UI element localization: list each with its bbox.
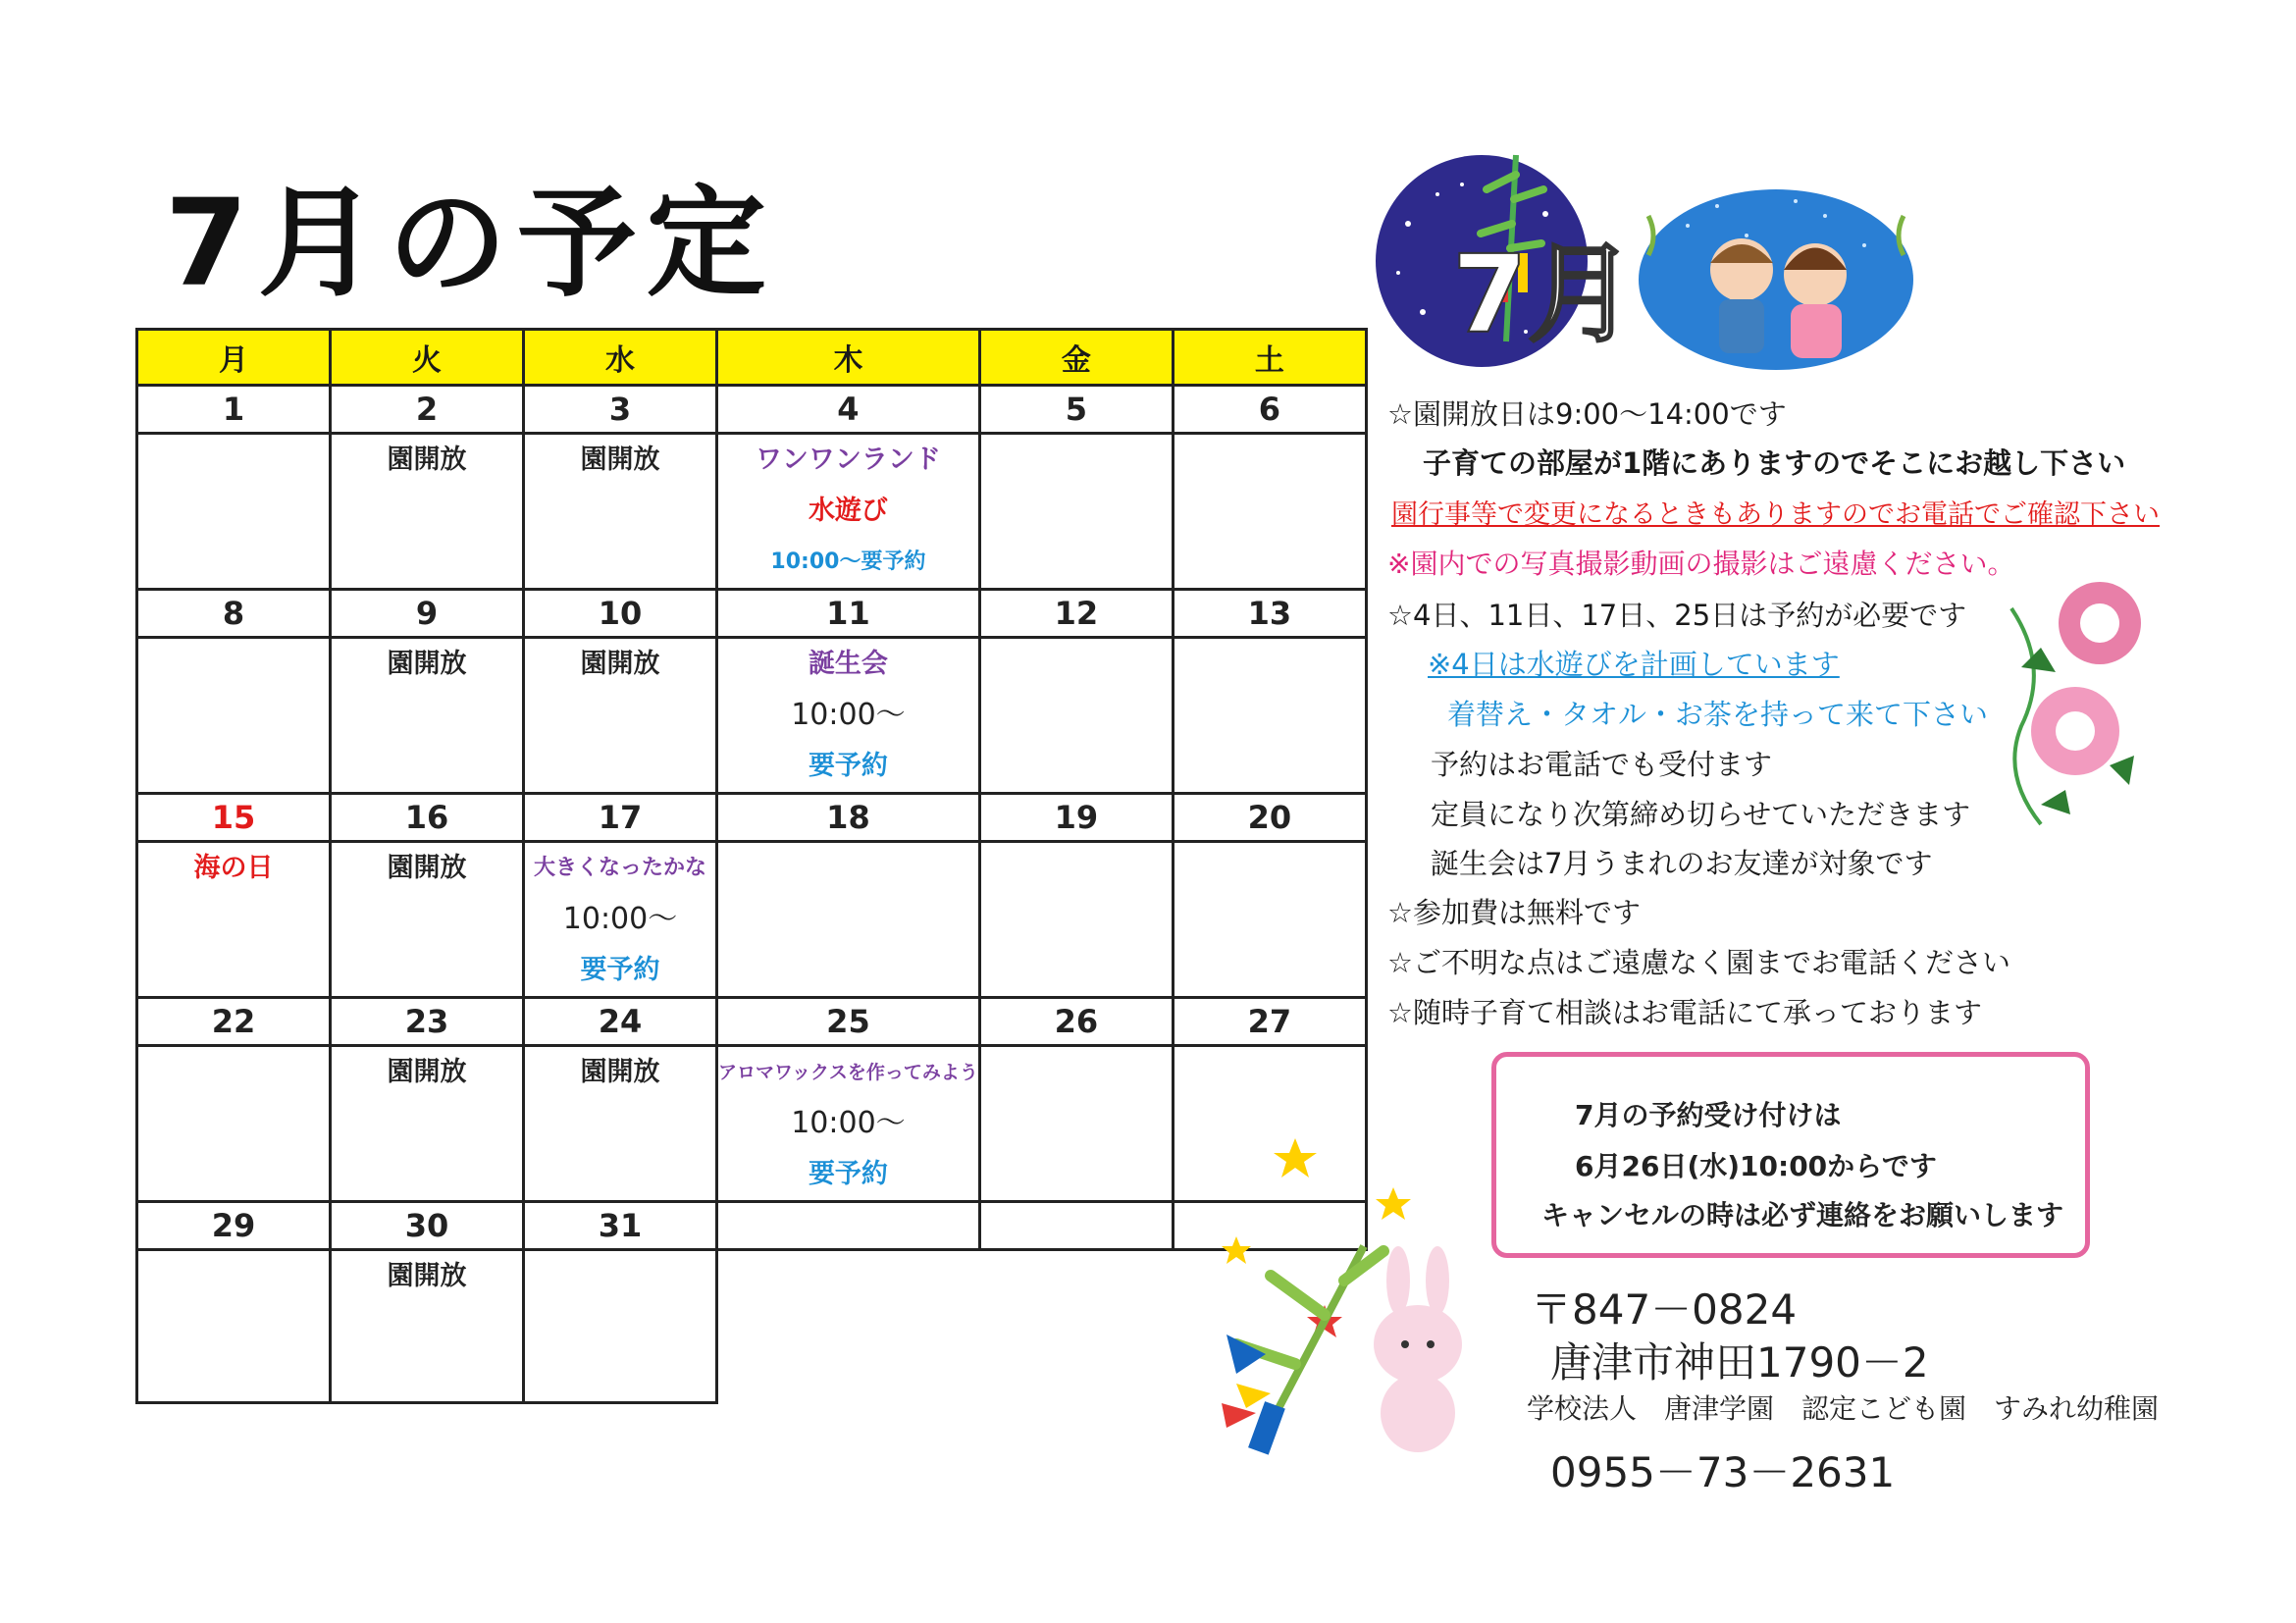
- info-photo-notice: ※園内での写真撮影動画の撮影はご遠慮ください。: [1387, 548, 2015, 580]
- date-number-cell: 18: [717, 794, 980, 842]
- date-number-cell: 27: [1173, 998, 1366, 1046]
- date-number-cell: 2: [331, 386, 524, 434]
- event-label: 園開放: [387, 853, 467, 883]
- info-fee: ☆参加費は無料です: [1387, 896, 1641, 929]
- notice-line-3: キャンセルの時は必ず連絡をお願いします: [1541, 1199, 2064, 1231]
- event-label: 園開放: [387, 1057, 467, 1087]
- info-room-location: 子育ての部屋が1階にありますのでそこにお越し下さい: [1423, 446, 2126, 480]
- date-number-cell: 29: [137, 1202, 331, 1250]
- tanabata-rabbit-illustration-icon: [1177, 1109, 1501, 1462]
- date-number-cell: 26: [979, 998, 1173, 1046]
- event-label: 誕生会: [808, 649, 888, 679]
- info-change-notice: 園行事等で変更になるときもありますのでお電話でご確認下さい: [1391, 499, 2160, 530]
- info-reservation-days: ☆4日、11日、17日、25日は予約が必要です: [1387, 599, 1967, 632]
- weekday-header-row: [137, 330, 1367, 386]
- day-events-cell: [1173, 842, 1366, 998]
- date-number-cell: 12: [979, 590, 1173, 638]
- weekday-header-3: 木: [717, 330, 980, 386]
- week-date-row: [137, 998, 1367, 1046]
- reservation-notice-scroll: [1491, 1052, 2090, 1258]
- notice-line-1: 7月の予約受け付けは: [1575, 1099, 1842, 1131]
- date-number-cell: 1: [137, 386, 331, 434]
- event-label: 園開放: [387, 1261, 467, 1291]
- day-events-cell: [717, 1250, 980, 1403]
- event-label: 10:00～: [562, 902, 678, 936]
- event-label: 園開放: [580, 1057, 660, 1087]
- week-event-row: [137, 842, 1367, 998]
- phone-number: 0955－73－2631: [1550, 1448, 1896, 1496]
- week-event-row: [137, 434, 1367, 590]
- info-water-play: ※4日は水遊びを計画しています: [1428, 648, 1840, 681]
- date-number-cell: 10: [524, 590, 717, 638]
- event-label: 園開放: [580, 649, 660, 679]
- day-events-cell: [717, 842, 980, 998]
- day-events-cell: [979, 1250, 1173, 1403]
- street-address: 唐津市神田1790－2: [1550, 1338, 1929, 1387]
- day-events-cell: [331, 1250, 524, 1403]
- event-label: 要予約: [808, 751, 888, 781]
- info-phone-reservation: 予約はお電話でも受付ます: [1431, 748, 1773, 781]
- day-events-cell: [137, 842, 331, 998]
- event-label: 園開放: [387, 445, 467, 475]
- date-number-cell: 6: [1173, 386, 1366, 434]
- orihime-hikoboshi-illustration-icon: [1629, 177, 1923, 373]
- day-events-cell: [717, 1046, 980, 1202]
- day-events-cell: [524, 1046, 717, 1202]
- date-number-cell: 4: [717, 386, 980, 434]
- event-label: 大きくなったかな: [533, 856, 706, 880]
- date-number-cell: 17: [524, 794, 717, 842]
- event-label: 10:00～要予約: [770, 550, 926, 574]
- day-events-cell: [331, 638, 524, 794]
- weekday-header-2: 水: [524, 330, 717, 386]
- day-events-cell: [331, 842, 524, 998]
- badge-text: 7月: [1452, 232, 1636, 357]
- tanabata-july-badge-icon: [1369, 145, 1636, 371]
- day-events-cell: [1173, 638, 1366, 794]
- date-number-cell: 5: [979, 386, 1173, 434]
- event-label: 海の日: [193, 853, 274, 883]
- postal-code: 〒847－0824: [1531, 1285, 1798, 1334]
- date-number-cell: 20: [1173, 794, 1366, 842]
- school-name: 学校法人 唐津学園 認定こども園 すみれ幼稚園: [1527, 1392, 2160, 1425]
- morning-glory-icon: [1982, 569, 2159, 844]
- weekday-header-5: 土: [1173, 330, 1366, 386]
- info-consultation: ☆随時子育て相談はお電話にて承っております: [1387, 996, 1982, 1029]
- weekday-header-1: 火: [331, 330, 524, 386]
- day-events-cell: [524, 842, 717, 998]
- info-capacity: 定員になり次第締め切らせていただきます: [1431, 798, 1971, 831]
- event-label: アロマワックスを作ってみよう: [718, 1062, 978, 1083]
- date-number-cell: [979, 1202, 1173, 1250]
- week-date-row: [137, 386, 1367, 434]
- week-date-row: [137, 590, 1367, 638]
- weekday-header-0: 月: [137, 330, 331, 386]
- event-label: 要予約: [808, 1159, 888, 1189]
- day-events-cell: [137, 638, 331, 794]
- date-number-cell: 8: [137, 590, 331, 638]
- day-events-cell: [979, 434, 1173, 590]
- day-events-cell: [979, 1046, 1173, 1202]
- day-events-cell: [717, 638, 980, 794]
- date-number-cell: 9: [331, 590, 524, 638]
- day-events-cell: [331, 434, 524, 590]
- page-title: 7月の予定: [165, 174, 776, 313]
- date-number-cell: [717, 1202, 980, 1250]
- info-open-hours: ☆園開放日は9:00～14:00です: [1387, 397, 1787, 431]
- event-label: 要予約: [580, 955, 660, 985]
- week-date-row: [137, 794, 1367, 842]
- date-number-cell: 13: [1173, 590, 1366, 638]
- day-events-cell: [137, 1250, 331, 1403]
- notice-line-2: 6月26日(水)10:00からです: [1575, 1150, 1937, 1182]
- date-number-cell: 11: [717, 590, 980, 638]
- date-number-cell: 3: [524, 386, 717, 434]
- day-events-cell: [137, 1046, 331, 1202]
- day-events-cell: [1173, 434, 1366, 590]
- date-number-cell: 25: [717, 998, 980, 1046]
- weekday-header-4: 金: [979, 330, 1173, 386]
- info-birthday: 誕生会は7月うまれのお友達が対象です: [1431, 847, 1933, 880]
- date-number-cell: 31: [524, 1202, 717, 1250]
- day-events-cell: [979, 842, 1173, 998]
- info-questions: ☆ご不明な点はご遠慮なく園までお電話ください: [1387, 946, 2010, 979]
- event-label: 10:00～: [791, 1106, 906, 1140]
- date-number-cell: 23: [331, 998, 524, 1046]
- day-events-cell: [524, 1250, 717, 1403]
- day-events-cell: [524, 638, 717, 794]
- event-label: 水遊び: [808, 496, 888, 526]
- date-number-cell: 16: [331, 794, 524, 842]
- day-events-cell: [137, 434, 331, 590]
- event-label: 10:00～: [791, 698, 906, 732]
- event-label: 園開放: [580, 445, 660, 475]
- date-number-cell: 24: [524, 998, 717, 1046]
- date-number-cell: 30: [331, 1202, 524, 1250]
- event-label: ワンワンランド: [755, 445, 941, 475]
- day-events-cell: [524, 434, 717, 590]
- date-number-cell: 15: [137, 794, 331, 842]
- week-event-row: [137, 638, 1367, 794]
- day-events-cell: [979, 638, 1173, 794]
- day-events-cell: [717, 434, 980, 590]
- info-bring-items: 着替え・タオル・お茶を持って来て下さい: [1447, 698, 1989, 731]
- event-label: 園開放: [387, 649, 467, 679]
- day-events-cell: [331, 1046, 524, 1202]
- date-number-cell: 19: [979, 794, 1173, 842]
- date-number-cell: 22: [137, 998, 331, 1046]
